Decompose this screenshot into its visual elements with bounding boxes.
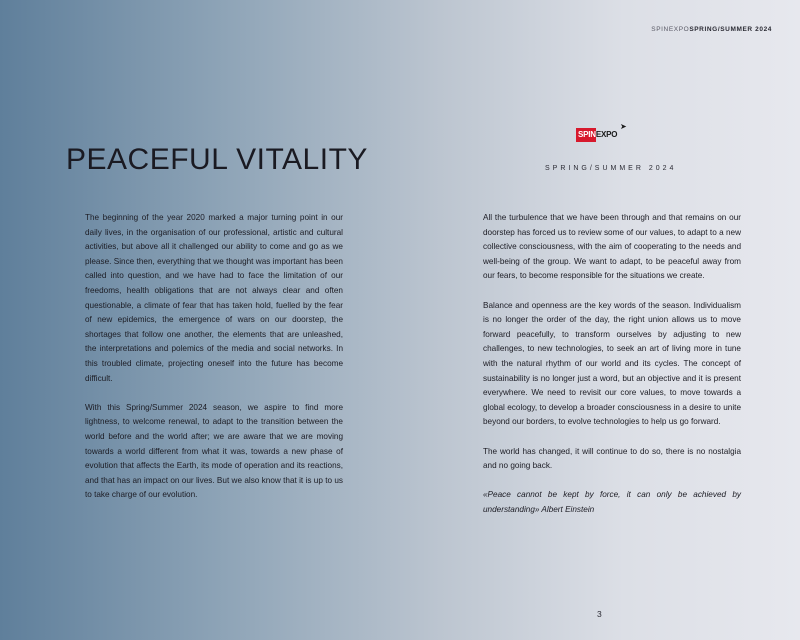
header-season: SPRING/SUMMER 2024 [689, 26, 772, 33]
running-header [651, 26, 772, 33]
left-text-column [85, 211, 343, 517]
logo-text-expo: EXPO [595, 130, 618, 139]
einstein-quote: «Peace cannot be kept by force, it can only be achieved by understanding» Albert Einstein [483, 490, 741, 514]
logo-arrow-icon: ➤ [620, 122, 627, 131]
paragraph: The world has changed, it will continue to do so, there is no nostalgia and no going back. [483, 446, 741, 471]
paragraph: All the turbulence that we have been through and that remains on our doorstep has forced us to review some of our values, to adapt to a new collective consciousness, with the aim of cooperating to the needs and well-being of the group. We want to adapt, to be peaceful away from our fears, to become responsible for the situations we create. [483, 213, 741, 281]
logo-wordmark [578, 130, 617, 139]
header-brand: SPINEXPO [651, 26, 690, 33]
season-label: SPRING/SUMMER 2024 [545, 165, 677, 172]
logo-text-spin: SPIN [578, 130, 596, 139]
page-number: 3 [597, 609, 602, 619]
right-text-column [483, 211, 741, 532]
paragraph: With this Spring/Summer 2024 season, we aspire to find more lightness, to welcome renewal, to adapt to the transition between the world before and the world after; we are aware that we are moving towards a world different from what it was, towards a new phase of evolution that affects the Earth, its mode of operation and its reactions, and that has an impact on our lives. But we also know that it is up to us to take charge of our evolution. [85, 402, 343, 500]
paragraph: The beginning of the year 2020 marked a major turning point in our daily lives, in the organisation of our professional, artistic and cultural activities, but above all it challenged our ability to come and go as we please. Since then, everything that we thought was important has been called into question, and we have had to face the limitation of our freedoms, health obligations that are not always clear and often questionable, a climate of fear that has taken hold, fuelled by the fear of new epidemics, the emergence of wars on our doorstep, the shortages that follow one another, the elements that are unleashed, the interpretations and polemics of the media and social networks. In this troubled climate, projecting oneself into the future has become difficult. [85, 213, 343, 383]
page-title: PEACEFUL VITALITY [66, 143, 368, 176]
spinexpo-logo [576, 122, 628, 144]
paragraph: Balance and openness are the key words of the season. Individualism is no longer the order of the day, the right union allows us to move forward peacefully, to transform ourselves by adjusting to new challenges, to new technologies, to seek an art of living more in tune with the natural rhythm of our world and its cycles. The concept of sustainability is no longer just a word, but an objective and it is present everywhere. We need to revisit our core values, to move towards a global ecology, to develop a broader consciousness in a desire to unite beyond our borders, to evolve technologies to help us go forward. [483, 300, 741, 427]
